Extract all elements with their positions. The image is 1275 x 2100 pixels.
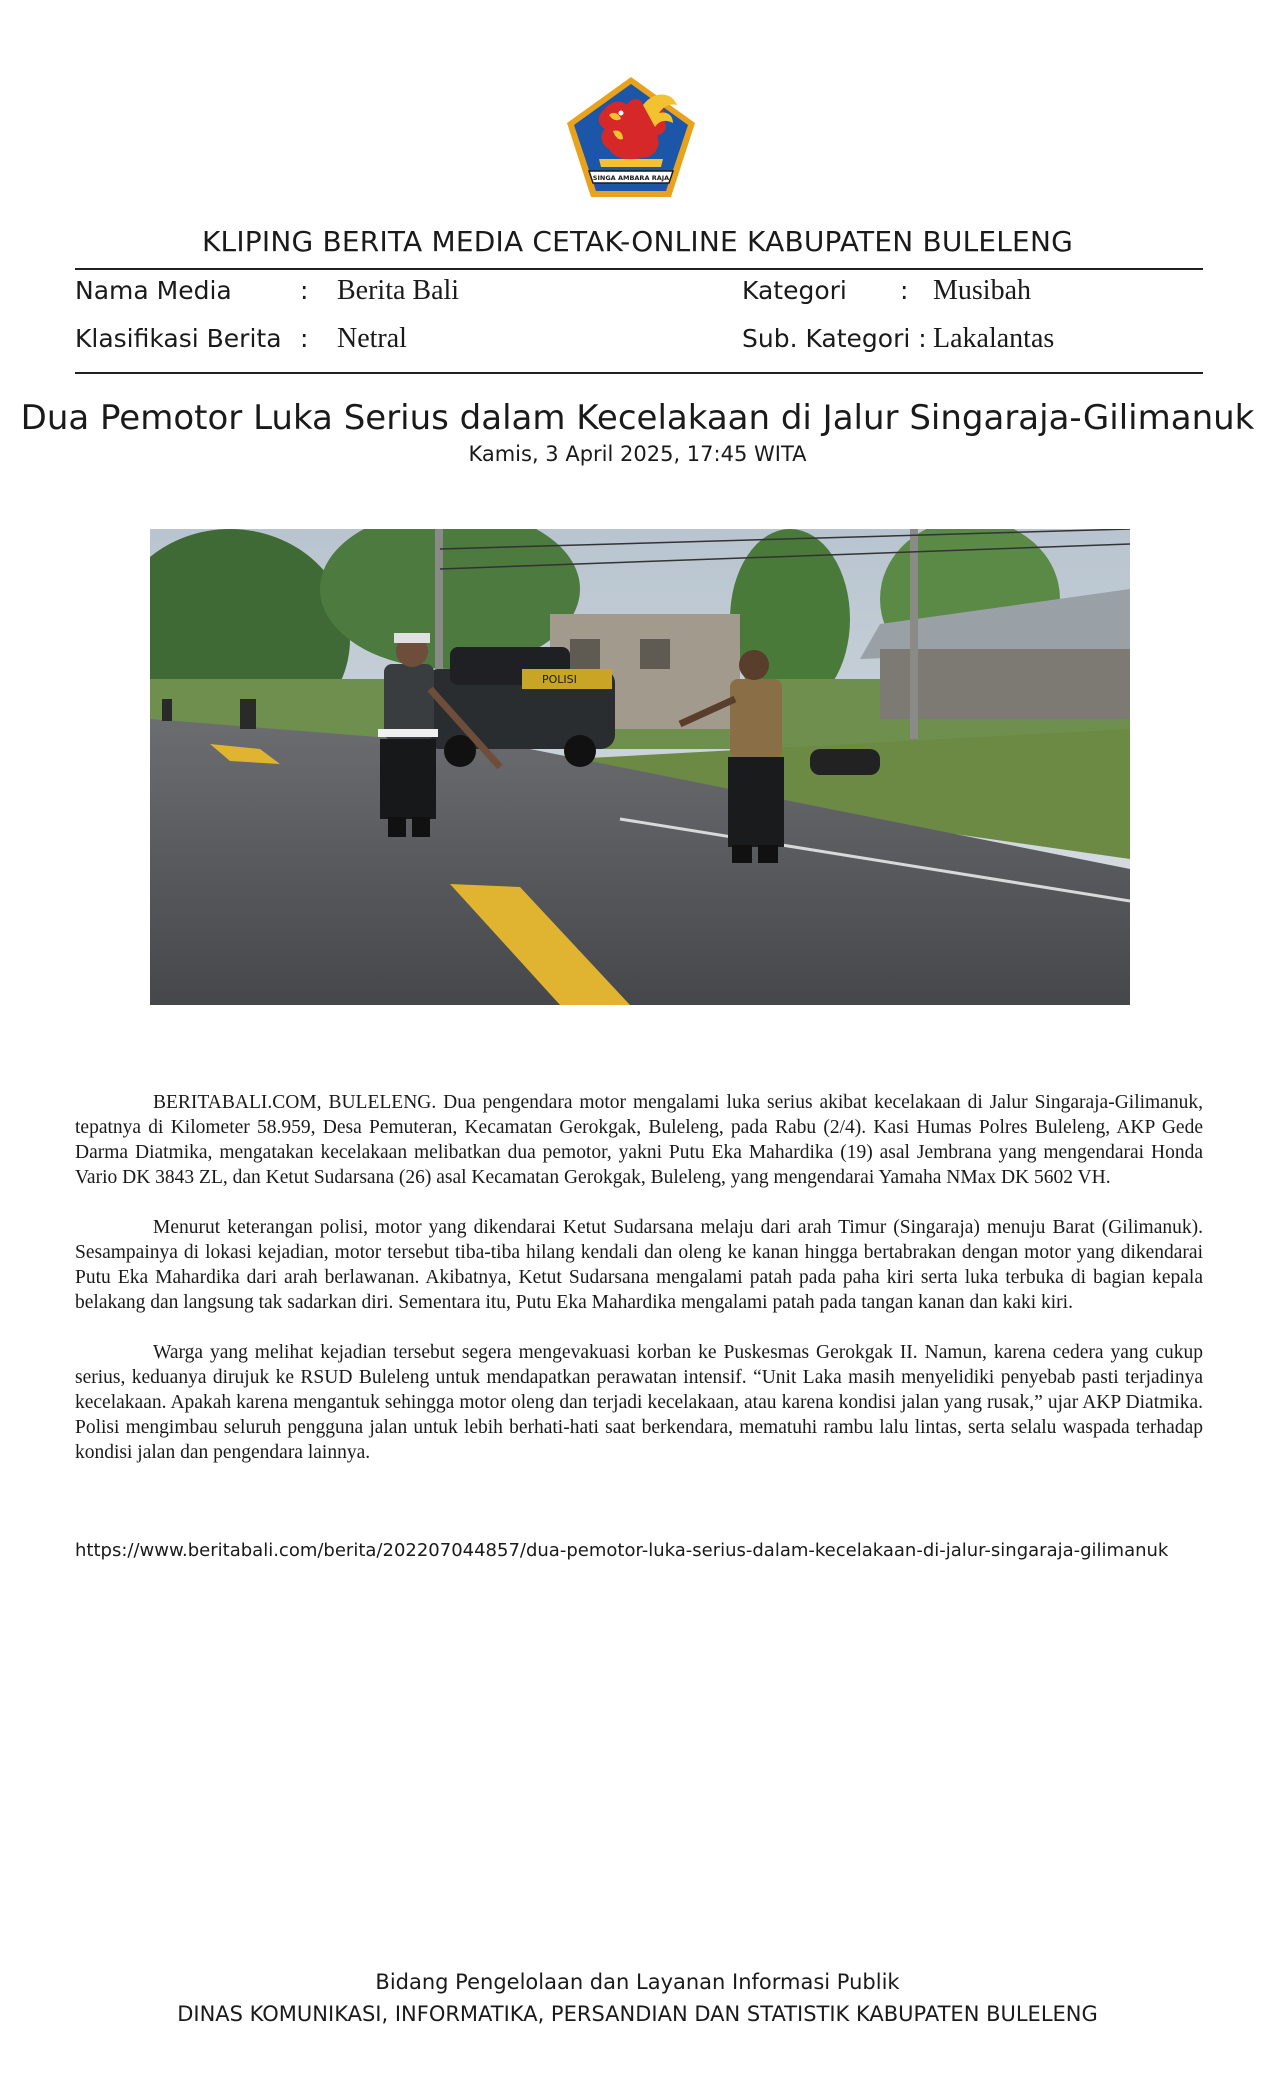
- kategori-colon: :: [900, 276, 909, 305]
- source-url-link[interactable]: https://www.beritabali.com/berita/202207044857/dua-pemotor-luka-serius-dalam-kecelakaan-di-jalur-singaraja-gilimanuk: [75, 1540, 1169, 1561]
- footer-agency: DINAS KOMUNIKASI, INFORMATIKA, PERSANDIAN DAN STATISTIK KABUPATEN BULELENG: [177, 2002, 1098, 2026]
- sub-kategori-label: Sub. Kategori :: [742, 324, 927, 353]
- article-dateline: Kamis, 3 April 2025, 17:45 WITA: [468, 442, 807, 466]
- sub-kategori-value: Lakalantas: [933, 323, 1055, 354]
- kategori-value: Musibah: [933, 275, 1031, 306]
- police-car-label: POLISI: [542, 673, 577, 686]
- klasifikasi-label: Klasifikasi Berita: [75, 324, 282, 353]
- kategori-label: Kategori: [742, 276, 847, 305]
- header-bottom-rule: [75, 372, 1203, 374]
- footer-department: Bidang Pengelolaan dan Layanan Informasi Publik: [375, 1970, 900, 1994]
- article-body: [75, 1090, 1203, 1490]
- logo-motto: SINGA AMBARA RAJA: [592, 174, 670, 182]
- klasifikasi-value: Netral: [337, 323, 407, 354]
- header-title: KLIPING BERITA MEDIA CETAK-ONLINE KABUPATEN BULELENG: [201, 225, 1073, 258]
- nama-media-value: Berita Bali: [337, 275, 460, 306]
- nama-media-colon: :: [300, 276, 309, 305]
- article-photo: [150, 529, 1130, 1005]
- article-headline: Dua Pemotor Luka Serius dalam Kecelakaan di Jalur Singaraja-Gilimanuk: [20, 398, 1255, 438]
- buleleng-regency-logo: [565, 75, 697, 199]
- nama-media-label: Nama Media: [75, 276, 232, 305]
- article-paragraph: BERITABALI.COM, BULELENG. Dua pengendara motor mengalami luka serius akibat kecelakaan di Jalur Singaraja-Gilimanuk, tepatnya di Kilometer 58.959, Desa Pemuteran, Kecamatan Gerokgak, Buleleng, pada Rabu (2/4). Kasi Humas Polres Buleleng, AKP Gede Darma Diatmika, mengatakan kecelakaan melibatkan dua pemotor, yakni Putu Eka Mahardika (19) asal Jembrana yang mengendarai Honda Vario DK 3843 ZL, dan Ketut Sudarsana (26) asal Kecamatan Gerokgak, Buleleng, yang mengendarai Yamaha NMax DK 5602 VH.: [75, 1092, 1203, 1188]
- article-paragraph: Menurut keterangan polisi, motor yang dikendarai Ketut Sudarsana melaju dari arah Timur (Singaraja) menuju Barat (Gilimanuk). Sesampainya di lokasi kejadian, motor tersebut tiba-tiba hilang kendali dan oleng ke kanan hingga bertabrakan dengan motor yang dikendarai Putu Eka Mahardika dari arah berlawanan. Akibatnya, Ketut Sudarsana mengalami patah pada paha kiri serta luka terbuka di bagian kepala belakang dan langsung tak sadarkan diri. Sementara itu, Putu Eka Mahardika mengalami patah pada tangan kanan dan kaki kiri.: [75, 1217, 1203, 1313]
- singa-emblem-icon: [565, 75, 697, 199]
- klasifikasi-colon: :: [300, 324, 309, 353]
- header-top-rule: [75, 268, 1203, 270]
- accident-scene-photo: [150, 529, 1130, 1005]
- article-paragraph: Warga yang melihat kejadian tersebut segera mengevakuasi korban ke Puskesmas Gerokgak II. Namun, karena cedera yang cukup serius, keduanya dirujuk ke RSUD Buleleng untuk mendapatkan perawatan intensif. “Unit Laka masih menyelidiki penyebab pasti terjadinya kecelakaan. Apakah karena mengantuk sehingga motor oleng dan terjadi kecelakaan, atau karena kondisi jalan yang rusak,” ujar AKP Diatmika. Polisi mengimbau seluruh pengguna jalan untuk lebih berhati-hati saat berkendara, mematuhi rambu lalu lintas, serta selalu waspada terhadap kondisi jalan dan pengendara lainnya.: [75, 1342, 1203, 1463]
